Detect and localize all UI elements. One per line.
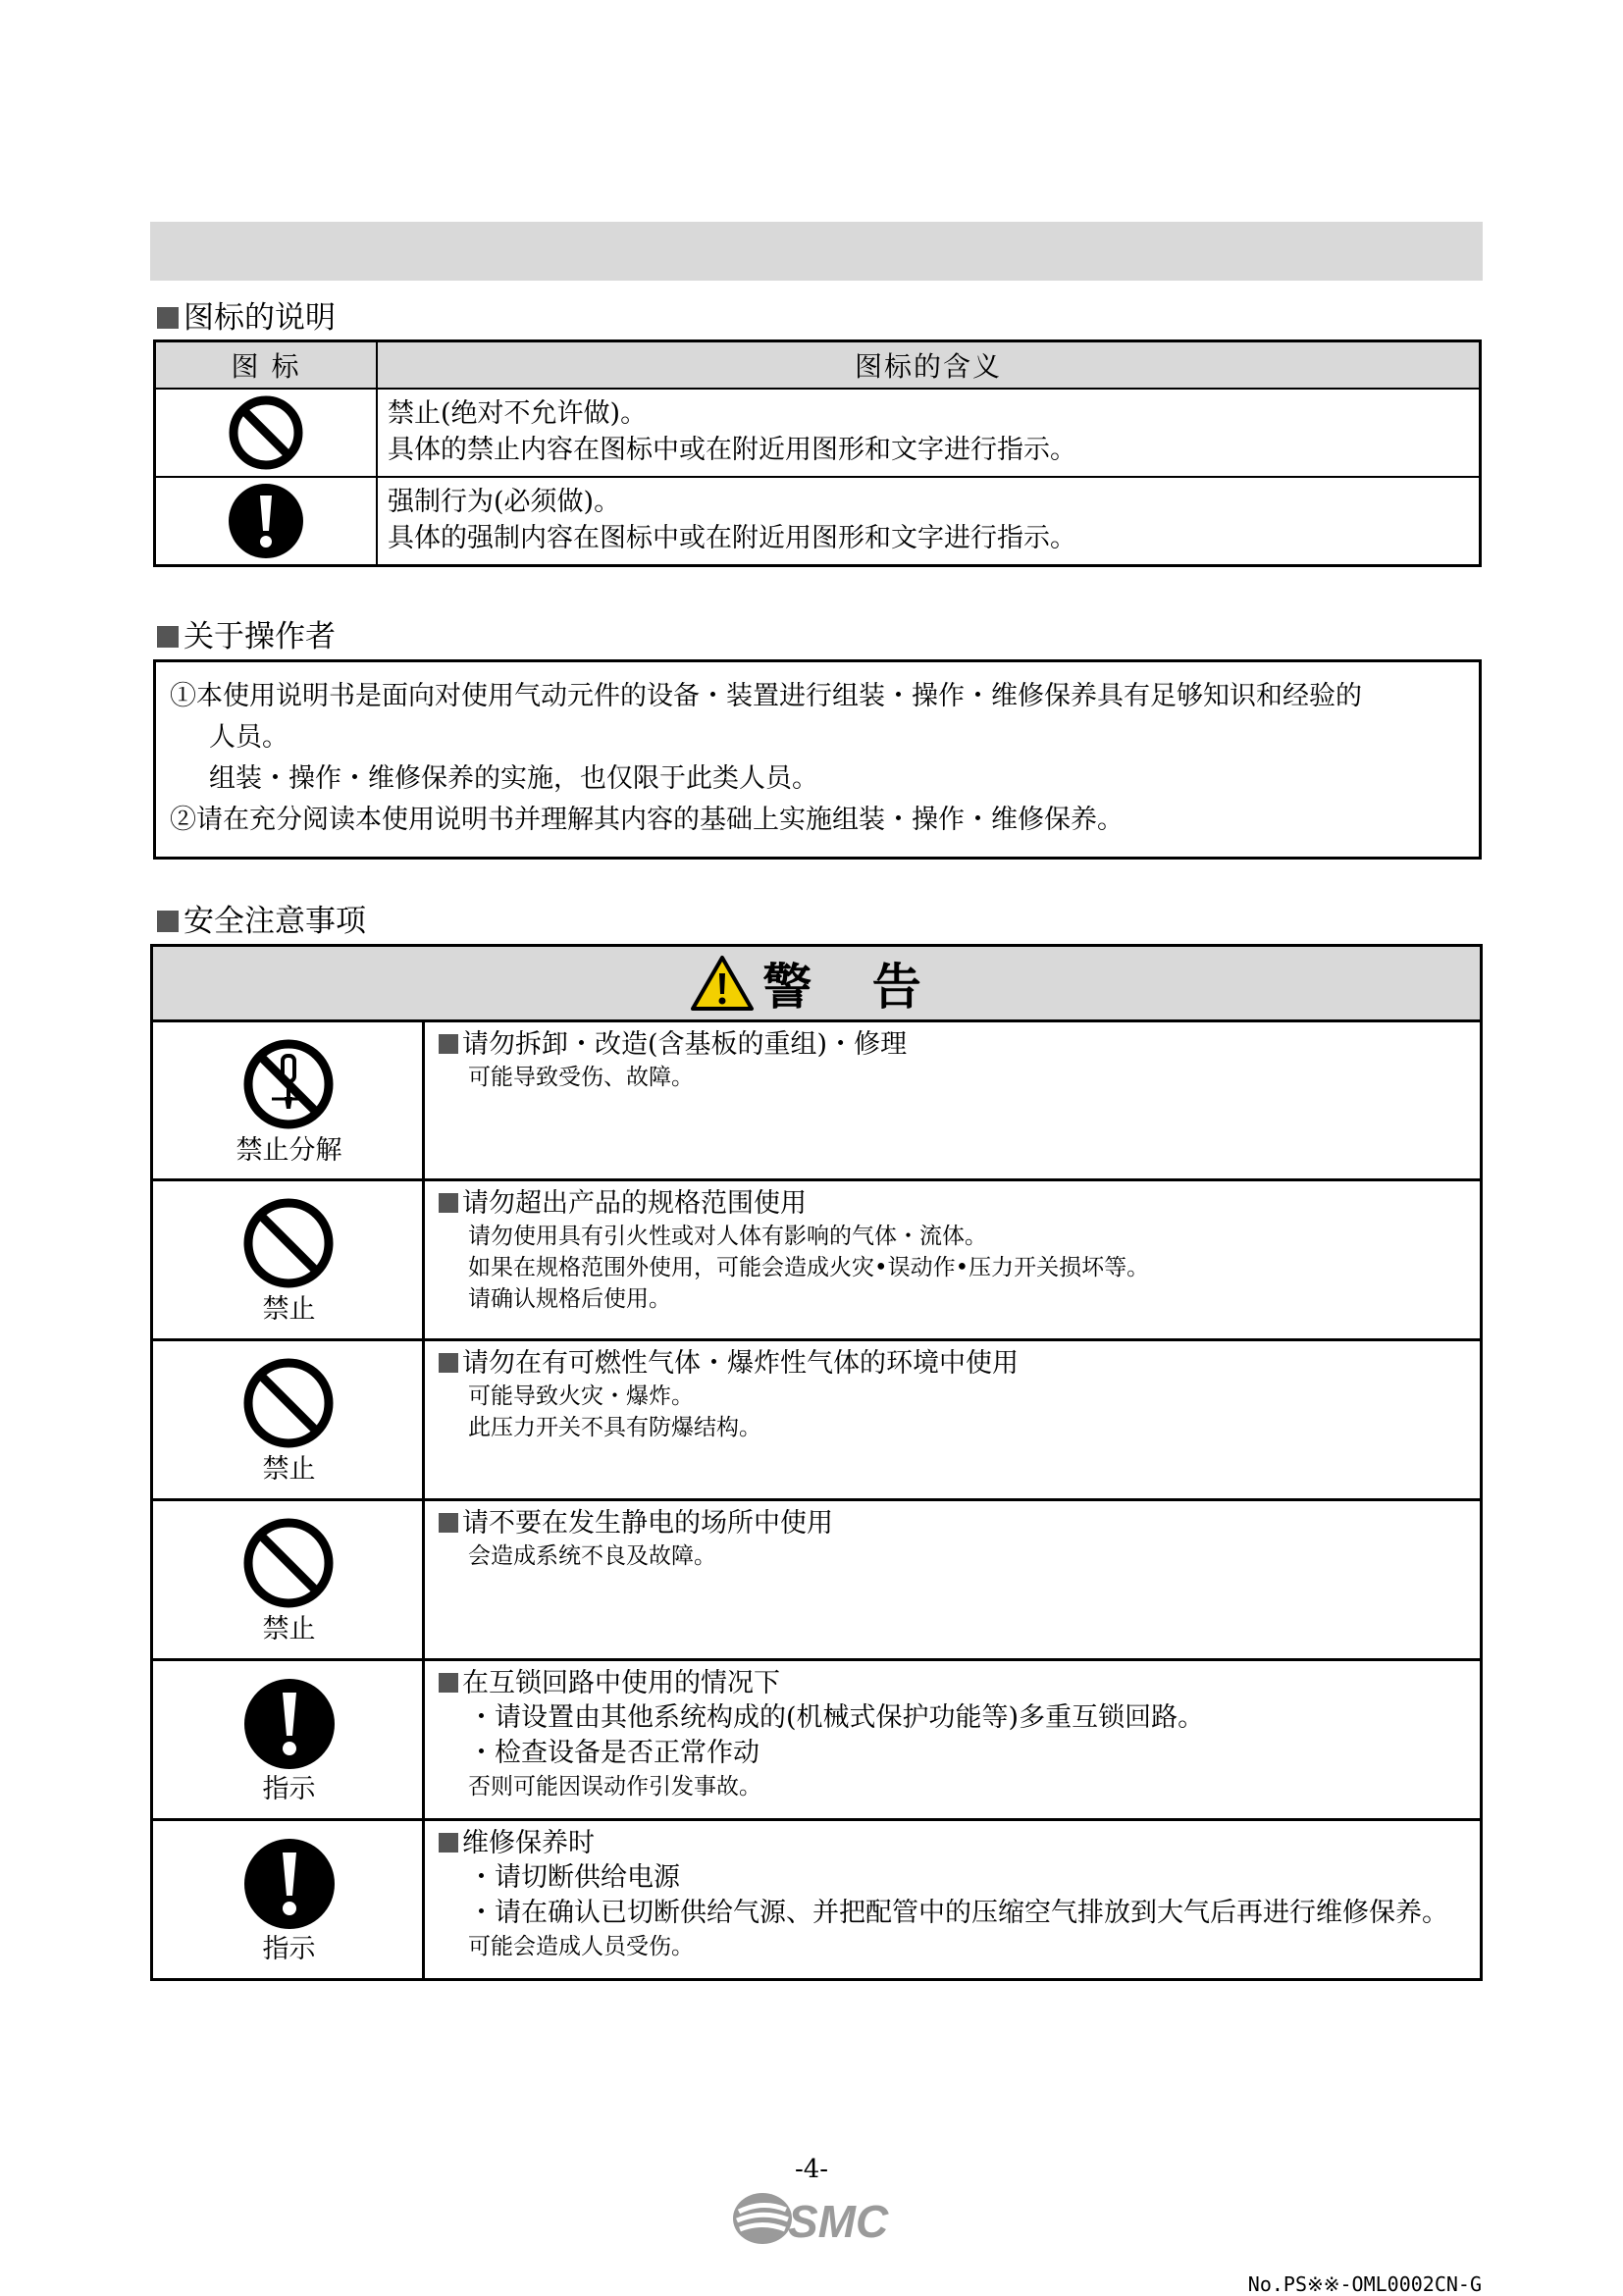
warning-row: [153, 1338, 1480, 1498]
icon-explanation-table: [153, 339, 1482, 567]
mandatory-icon: [242, 1837, 337, 1931]
table-row: [156, 388, 1479, 476]
meaning-line: 禁止(绝对不允许做)。: [388, 398, 648, 429]
warning-row: [153, 1818, 1480, 1978]
warning-detail: 请确认规格后使用。: [468, 1286, 671, 1312]
warning-title: 警 告: [762, 959, 943, 1016]
warning-triangle-icon: [690, 955, 755, 1012]
warning-row: [153, 1658, 1480, 1818]
warning-item-title: 请勿在有可燃性气体・爆炸性气体的环境中使用: [462, 1348, 1019, 1379]
icon-label: 指示: [262, 1934, 316, 1964]
square-bullet-icon: [439, 1673, 458, 1693]
prohibition-icon: [242, 1357, 335, 1449]
operator-text: 人员。: [209, 722, 288, 753]
square-bullet-icon: [439, 1513, 458, 1533]
prohibition-icon: [242, 1197, 335, 1289]
header-meaning-cell: 图标的含义: [854, 350, 1002, 383]
icon-explanation-heading: 图标的说明: [157, 299, 336, 337]
meaning-line: 具体的禁止内容在图标中或在附近用图形和文字进行指示。: [388, 435, 1076, 465]
warning-bullet: ・请设置由其他系统构成的(机械式保护功能等)多重互锁回路。: [468, 1702, 1205, 1733]
warning-table: [150, 944, 1483, 1981]
header-bar: [150, 222, 1483, 281]
table-header-row: [156, 342, 1479, 388]
warning-detail: 可能导致火灾・爆炸。: [468, 1383, 694, 1409]
operator-text: ②请在充分阅读本使用说明书并理解其内容的基础上实施组装・操作・维修保养。: [170, 805, 1124, 835]
icon-label: 指示: [262, 1774, 316, 1804]
square-bullet-icon: [439, 1833, 458, 1852]
warning-detail: 可能导致受伤、故障。: [468, 1065, 694, 1090]
warning-detail: 可能会造成人员受伤。: [468, 1934, 694, 1959]
warning-row: [153, 1178, 1480, 1338]
square-bullet-icon: [157, 911, 179, 932]
page-number: -4-: [794, 2155, 829, 2184]
warning-item-title: 在互锁回路中使用的情况下: [462, 1668, 780, 1698]
square-bullet-icon: [157, 307, 179, 329]
warning-item-title: 请勿拆卸・改造(含基板的重组)・修理: [462, 1029, 908, 1060]
square-bullet-icon: [439, 1193, 458, 1213]
warning-row: [153, 1022, 1480, 1178]
warning-detail: 否则可能因误动作引发事故。: [468, 1774, 761, 1800]
logo-text: SMC: [788, 2196, 889, 2247]
operator-box: [153, 659, 1482, 860]
icon-label: 禁止: [262, 1294, 316, 1325]
square-bullet-icon: [439, 1353, 458, 1373]
table-row: [156, 476, 1479, 564]
warning-bullet: ・检查设备是否正常作动: [468, 1738, 759, 1768]
header-icon-cell: 图 标: [156, 342, 378, 388]
warning-detail: 如果在规格范围外使用，可能会造成火灾•误动作•压力开关损坏等。: [468, 1255, 1150, 1280]
icon-label: 禁止: [262, 1454, 316, 1485]
operator-heading: 关于操作者: [157, 618, 336, 655]
operator-text: ①本使用说明书是面向对使用气动元件的设备・装置进行组装・操作・维修保养具有足够知识和经验的: [170, 681, 1362, 711]
no-disassembly-icon: [242, 1038, 335, 1130]
warning-detail: 此压力开关不具有防爆结构。: [468, 1415, 761, 1440]
mandatory-icon: [242, 1677, 337, 1771]
operator-text: 组装・操作・维修保养的实施，也仅限于此类人员。: [209, 763, 818, 794]
warning-bullet: ・请切断供给电源: [468, 1862, 680, 1893]
warning-item-title: 维修保养时: [462, 1828, 595, 1858]
meaning-line: 具体的强制内容在图标中或在附近用图形和文字进行指示。: [388, 523, 1076, 553]
document-number: No.PS※※-OML0002CN-G: [1247, 2272, 1482, 2296]
warning-item-title: 请勿超出产品的规格范围使用: [462, 1188, 807, 1219]
square-bullet-icon: [439, 1034, 458, 1054]
safety-heading: 安全注意事项: [157, 903, 366, 940]
square-bullet-icon: [157, 626, 179, 648]
warning-bullet: ・请在确认已切断供给气源、并把配管中的压缩空气排放到大气后再进行维修保养。: [468, 1898, 1448, 1928]
warning-detail: 会造成系统不良及故障。: [468, 1543, 716, 1569]
warning-item-title: 请不要在发生静电的场所中使用: [462, 1508, 833, 1539]
warning-detail: 请勿使用具有引火性或对人体有影响的气体・流体。: [468, 1224, 987, 1249]
meaning-line: 强制行为(必须做)。: [388, 487, 621, 517]
warning-row: [153, 1498, 1480, 1658]
prohibition-icon: [242, 1517, 335, 1609]
icon-label: 禁止分解: [236, 1135, 342, 1166]
warning-header: [153, 947, 1480, 1022]
icon-label: 禁止: [262, 1614, 316, 1644]
smc-logo: [731, 2188, 908, 2249]
